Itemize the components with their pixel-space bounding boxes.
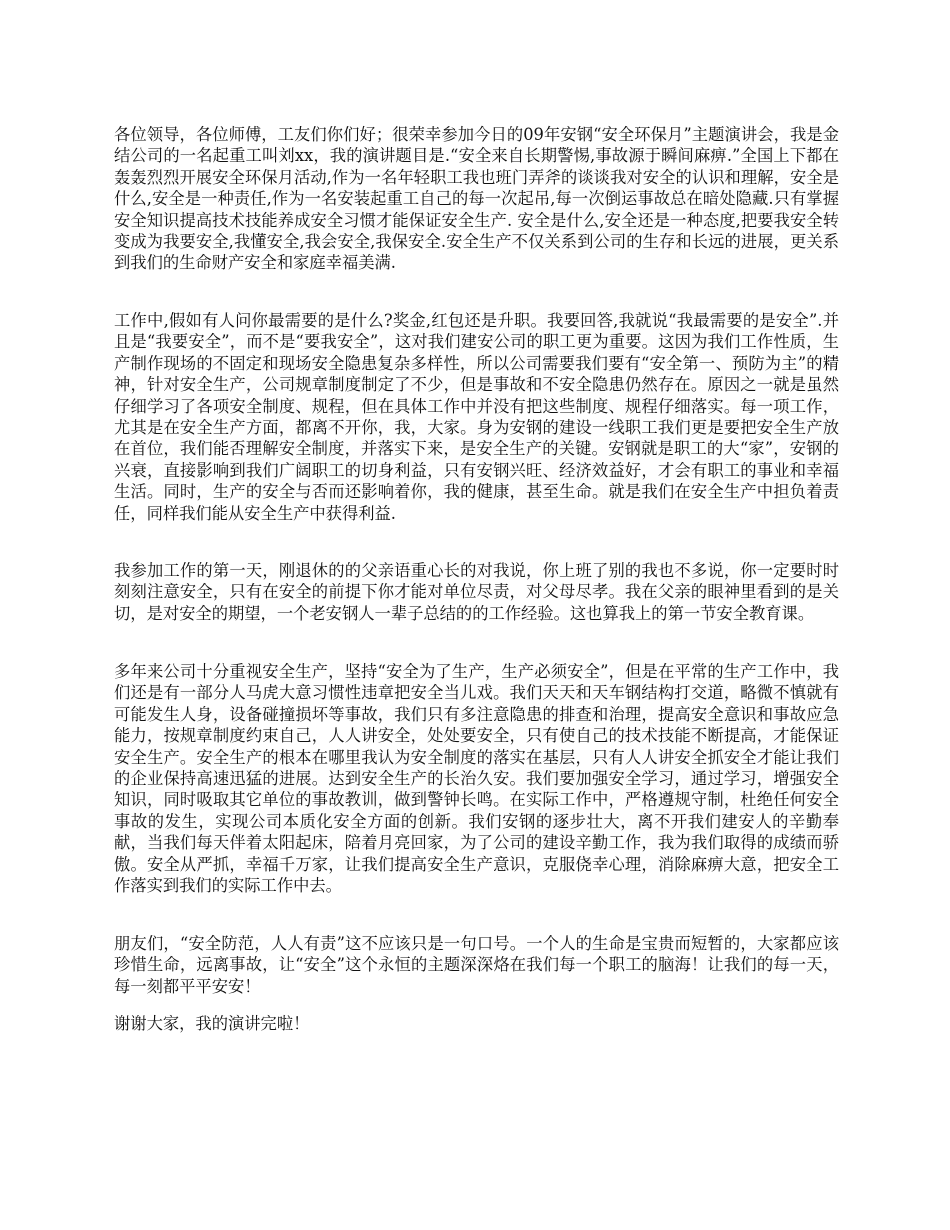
paragraph-friends: 朋友们，“安全防范，人人有责”这不应该只是一句口号。一个人的生命是宝贵而短暂的，大家都应该珍惜生命，远离事故，让“安全”这个永恒的主题深深烙在我们每一个职工的脑海！让我们的每一天，每一刻都平平安安！	[114, 934, 839, 996]
paragraph-first-day: 我参加工作的第一天，刚退休的的父亲语重心长的对我说，你上班了别的我也不多说，你一定要时时刻刻注意安全，只有在安全的前提下你才能对单位尽责，对父母尽孝。我在父亲的眼神里看到的是关切，是对安全的期望，一个老安钢人一辈子总结的的工作经验。这也算我上的第一节安全教育课。	[114, 561, 839, 623]
paragraph-work-safety: 工作中,假如有人问你最需要的是什么?奖金,红包还是升职。我要回答,我就说“我最需要的是安全”.并且是“我要安全”，而不是“要我安全”，这对我们建安公司的职工更为重要。这因为我们工作性质，生产制作现场的不固定和现场安全隐患复杂多样性，所以公司需要我们要有“安全第一、预防为主”的精神，针对安全生产，公司规章制度制定了不少，但是事故和不安全隐患仍然存在。原因之一就是虽然仔细学习了各项安全制度、规程，但在具体工作中并没有把这些制度、规程仔细落实。每一项工作，尤其是在安全生产方面，都离不开你，我，大家。身为安钢的建设一线职工我们更是要把安全生产放在首位，我们能否理解安全制度，并落实下来，是安全生产的关键。安钢就是职工的大“家”，安钢的兴衰，直接影响到我们广阔职工的切身利益，只有安钢兴旺、经济效益好，才会有职工的事业和幸福生活。同时，生产的安全与否而还影响着你，我的健康，甚至生命。就是我们在安全生产中担负着责任，同样我们能从安全生产中获得利益.	[114, 311, 839, 523]
paragraph-opening: 各位领导，各位师傅，工友们你们好；很荣幸参加今日的09年安钢“安全环保月”主题演讲会，我是金结公司的一名起重工叫刘xx，我的演讲题目是.“安全来自长期警惕,事故源于瞬间麻痹.”全国上下都在轰轰烈烈开展安全环保月活动,作为一名年轻职工我也班门弄斧的谈谈我对安全的认识和理解，安全是什么,安全是一种责任,作为一名安装起重工自己的每一次起吊,每一次倒运事故总在暗处隐藏.只有掌握安全知识提高技术技能养成安全习惯才能保证安全生产. 安全是什么,安全还是一种态度,把要我安全转变成为我要安全,我懂安全,我会安全,我保安全.安全生产不仅关系到公司的生存和长远的进展，更关系到我们的生命财产安全和家庭幸福美满.	[114, 125, 839, 273]
paragraph-closing: 谢谢大家，我的演讲完啦！	[114, 1014, 310, 1033]
paragraph-company-emphasis: 多年来公司十分重视安全生产，坚持“安全为了生产，生产必须安全”，但是在平常的生产工作中，我们还是有一部分人马虎大意习惯性违章把安全当儿戏。我们天天和天车钢结构打交道，略微不慎就有可能发生人身，设备碰撞损坏等事故，我们只有多注意隐患的排查和治理，提高安全意识和事故应急能力，按规章制度约束自己，人人讲安全，处处要安全，只有使自己的技术技能不断提高，才能保证安全生产。安全生产的根本在哪里我认为安全制度的落实在基层，只有人人讲安全抓安全才能让我们的企业保持高速迅猛的进展。达到安全生产的长治久安。我们要加强安全学习，通过学习，增强安全知识，同时吸取其它单位的事故教训，做到警钟长鸣。在实际工作中，严格遵规守制，杜绝任何安全事故的发生，实现公司本质化安全方面的创新。我们安钢的逐步壮大，离不开我们建安人的辛勤奉献，当我们每天伴着太阳起床，陪着月亮回家，为了公司的建设辛勤工作，我为我们取得的成绩而骄傲。安全从严抓，幸福千万家，让我们提高安全生产意识，克服侥幸心理，消除麻痹大意，把安全工作落实到我们的实际工作中去。	[114, 662, 839, 896]
speech-body	[114, 124, 839, 1049]
